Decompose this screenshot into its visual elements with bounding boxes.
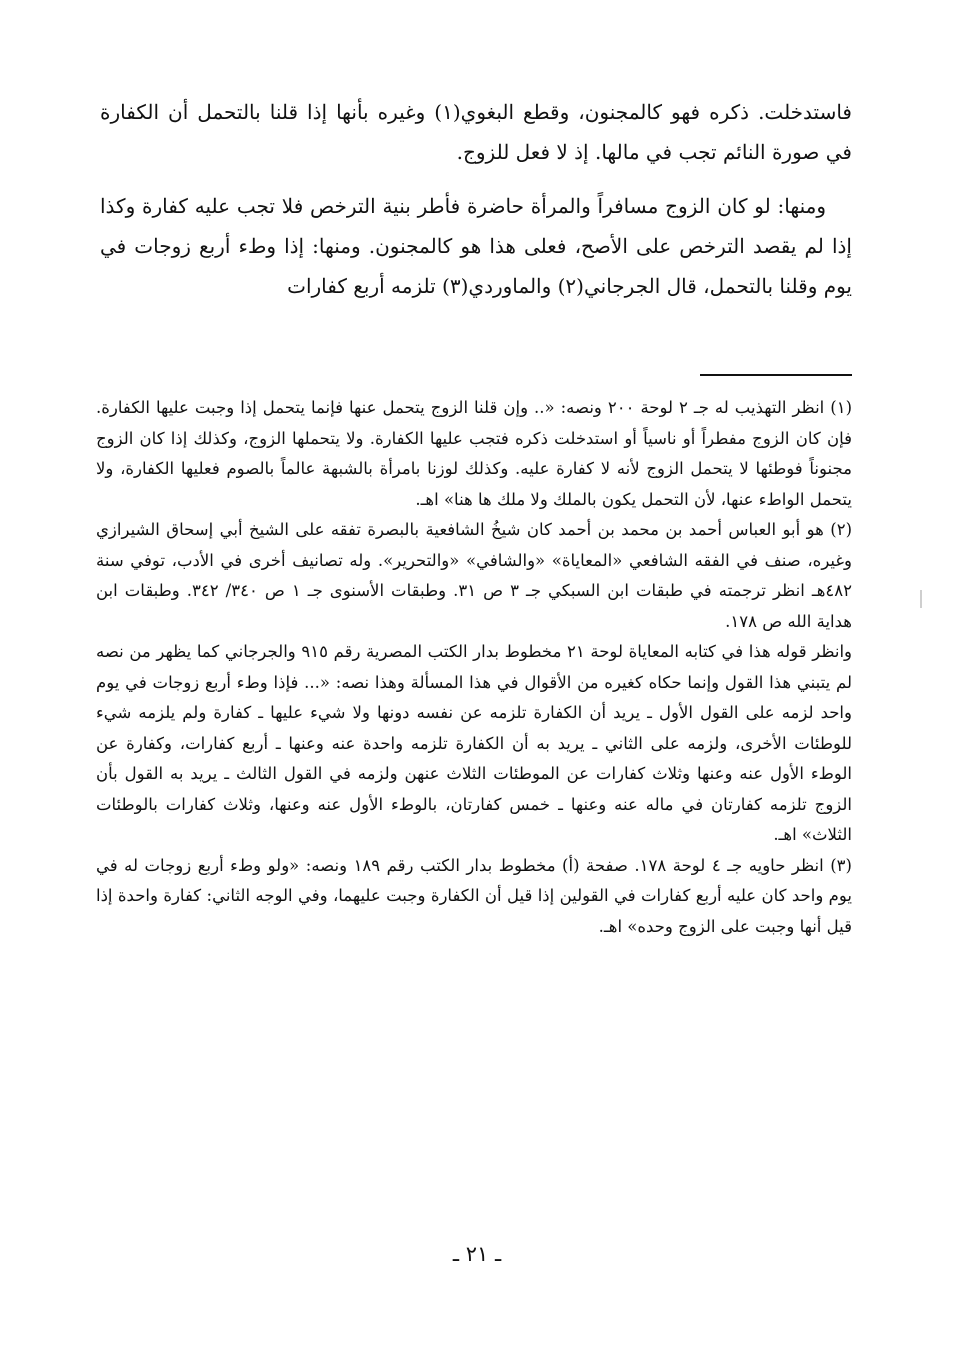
footnote-2-continuation: وانظر قوله هذا في كتابه المعاياة لوحة ٢١ مخطوط بدار الكتب المصرية رقم ٩١٥ والجرجاني كما يظهر من نصه لم يتبني هذا القول وإنما حكاه كغيره من الأقوال في هذا المسألة وهذا نصه: «... فإذا وطء أربع زوجات في يوم واحد لزمه على القول الأول ـ يريد أن الكفارة تلزمه عن نفسه دونها ولا شيء عليها ـ كفارة ولم يلزمه شيء للوطئات الأخرى، ولزمه على الثاني ـ يريد به أن الكفارة تلزمه واحدة عنه وعنها ـ أربع كفارات، وكفارة عن الوطء الأول عنه وعنها وثلاث كفارات عن الموطئات الثلاث عنهن ولزمه في القول الثالث ـ يريد به القول بأن الزوج تلزمه كفارتان في ماله عنه وعنها ـ خمس كفارتان، بالوطء الأول عنه وعنها، وثلاث كفارات بالوطئات الثلاث» اهـ.	[96, 642, 853, 844]
main-text	[100, 92, 852, 306]
footnote-3: (٣) انظر حاويه جـ ٤ لوحة ١٧٨. صفحة (أ) مخطوط بدار الكتب رقم ١٨٩ ونصه: «ولو وطء أربع زوجات له في يوم واحد كان عليه أربع كفارات في القولين إذا قيل أن الكفارة وجبت عليهما، وفي الوجه الثاني: كفارة واحدة إذا قيل أنها وجبت على الزوج وحده» اهـ.	[96, 855, 852, 936]
paragraph-1: فاستدخلت. ذكره فهو كالمجنون، وقطع البغوي(١) وغيره بأنها إذا قلنا بالتحمل أن الكفارة في صورة النائم تجب في مالها. إذ لا فعل للزوج.	[100, 100, 852, 164]
footnote-1: (١) انظر التهذيب له جـ ٢ لوحة ٢٠٠ ونصه: «.. وإن قلنا الزوج يتحمل عنها فإنما يتحمل إذا وجبت عليها الكفارة. فإن كان الزوج مفطراً أو ناسياً أو استدخلت ذكره فتجب عليها الكفارة. ولا يتحملها الزوج، وكذلك إذا كان الزوج مجنوناً فوطئها لا يتحمل الزوج لأنه لا كفارة عليه. وكذلك لوزنا بامرأة بالشبهة عالماً بالصوم فعليها الكفارة، ولا يتحمل الواطء عنها، لأن التحمل يكون بالملك ولا ملك ها هنا» اهـ.	[96, 398, 852, 509]
scan-mark	[920, 590, 922, 608]
paragraph-2: ومنها: لو كان الزوج مسافراً والمرأة حاضرة فأطر بنية الترخص فلا تجب عليه كفارة وكذا إذا لم يقصد الترخص على الأصح، فعلى هذا هو كالمجنون. ومنها: إذا وطء أربع زوجات في يوم وقلنا بالتحمل، قال الجرجاني(٢) والماوردي(٣) تلزمه أربع كفارات	[100, 194, 852, 298]
footnote-2: (٢) هو أبو العباس أحمد بن محمد بن أحمد كان شيخُ الشافعية بالبصرة تفقه على الشيخ أبي إسحاق الشيرازي وغيره، صنف في الفقه الشافعي «المعاياة» «والشافي» «والتحرير». وله تصانيف أخرى في الأدب، توفي سنة ٤٨٢هـ انظر ترجمته في طبقات ابن السبكي جـ ٣ ص ٣١. وطبقات الأسنوى جـ ١ ص ٣٤٠/ ٣٤٢. وطبقات ابن هداية الله ص ١٧٨.	[96, 520, 852, 631]
page-number: ـ ٢١ ـ	[452, 1242, 502, 1266]
footnote-separator	[700, 374, 852, 376]
footnotes	[96, 393, 852, 942]
